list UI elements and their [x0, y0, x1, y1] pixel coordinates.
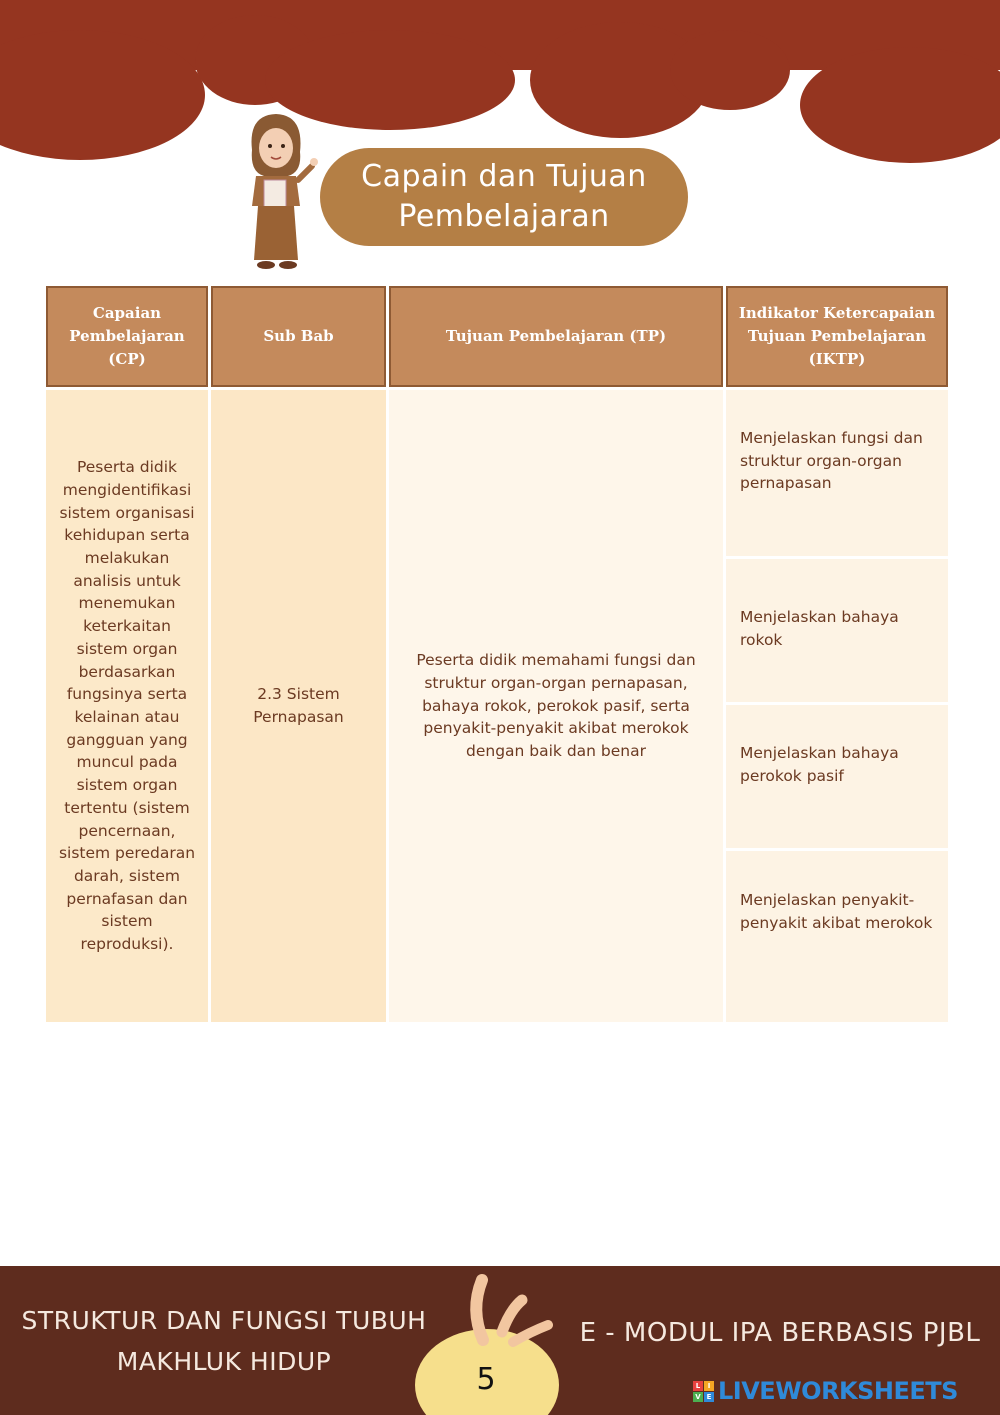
- iktp-cell-4: Menjelaskan penyakit-penyakit akibat merokok: [726, 851, 948, 1022]
- page-title: [320, 148, 688, 246]
- liveworksheets-watermark: [693, 1376, 958, 1406]
- column-header-iktp: Indikator Ketercapaian Tujuan Pembelajaran (IKTP): [726, 286, 948, 387]
- page-number: 5: [476, 1362, 496, 1397]
- footer-module-name: E - MODUL IPA BERBASIS PJBL: [579, 1318, 981, 1348]
- page-title-line1: Capain dan Tujuan: [361, 159, 647, 194]
- footer-topic-line2: MAKHLUK HIDUP: [116, 1347, 332, 1376]
- page-title-line2: Pembelajaran: [398, 199, 610, 234]
- column-header-tp: Tujuan Pembelajaran (TP): [389, 286, 723, 387]
- cp-cell: Peserta didik mengidentifikasi sistem organisasi kehidupan serta melakukan analisis untuk menemukan keterkaitan sistem organ berdasarkan fungsinya serta kelainan atau gangguan yang muncul pada sistem organ tertentu (sistem pencernaan, sistem peredaran darah, sistem pernafasan dan sistem reproduksi).: [46, 390, 208, 1022]
- footer-topic-line1: STRUKTUR DAN FUNGSI TUBUH: [21, 1306, 427, 1335]
- column-header-cp: Capaian Pembelajaran (CP): [46, 286, 208, 387]
- iktp-cell-1: Menjelaskan fungsi dan struktur organ-organ pernapasan: [726, 390, 948, 556]
- sub-bab-cell: 2.3 Sistem Pernapasan: [211, 390, 386, 1022]
- liveworksheets-logo-icon: L I V E: [693, 1381, 714, 1402]
- column-header-sub-bab: Sub Bab: [211, 286, 386, 387]
- iktp-cell-3: Menjelaskan bahaya perokok pasif: [726, 705, 948, 848]
- tp-cell: Peserta didik memahami fungsi dan struktur organ-organ pernapasan, bahaya rokok, perokok pasif, serta penyakit-penyakit akibat merokok dengan baik dan benar: [389, 390, 723, 1022]
- iktp-cell-2: Menjelaskan bahaya rokok: [726, 559, 948, 702]
- teacher-illustration: [238, 110, 328, 275]
- footer-module-topic: [0, 1300, 448, 1382]
- watermark-text: LIVEWORKSHEETS: [718, 1377, 958, 1405]
